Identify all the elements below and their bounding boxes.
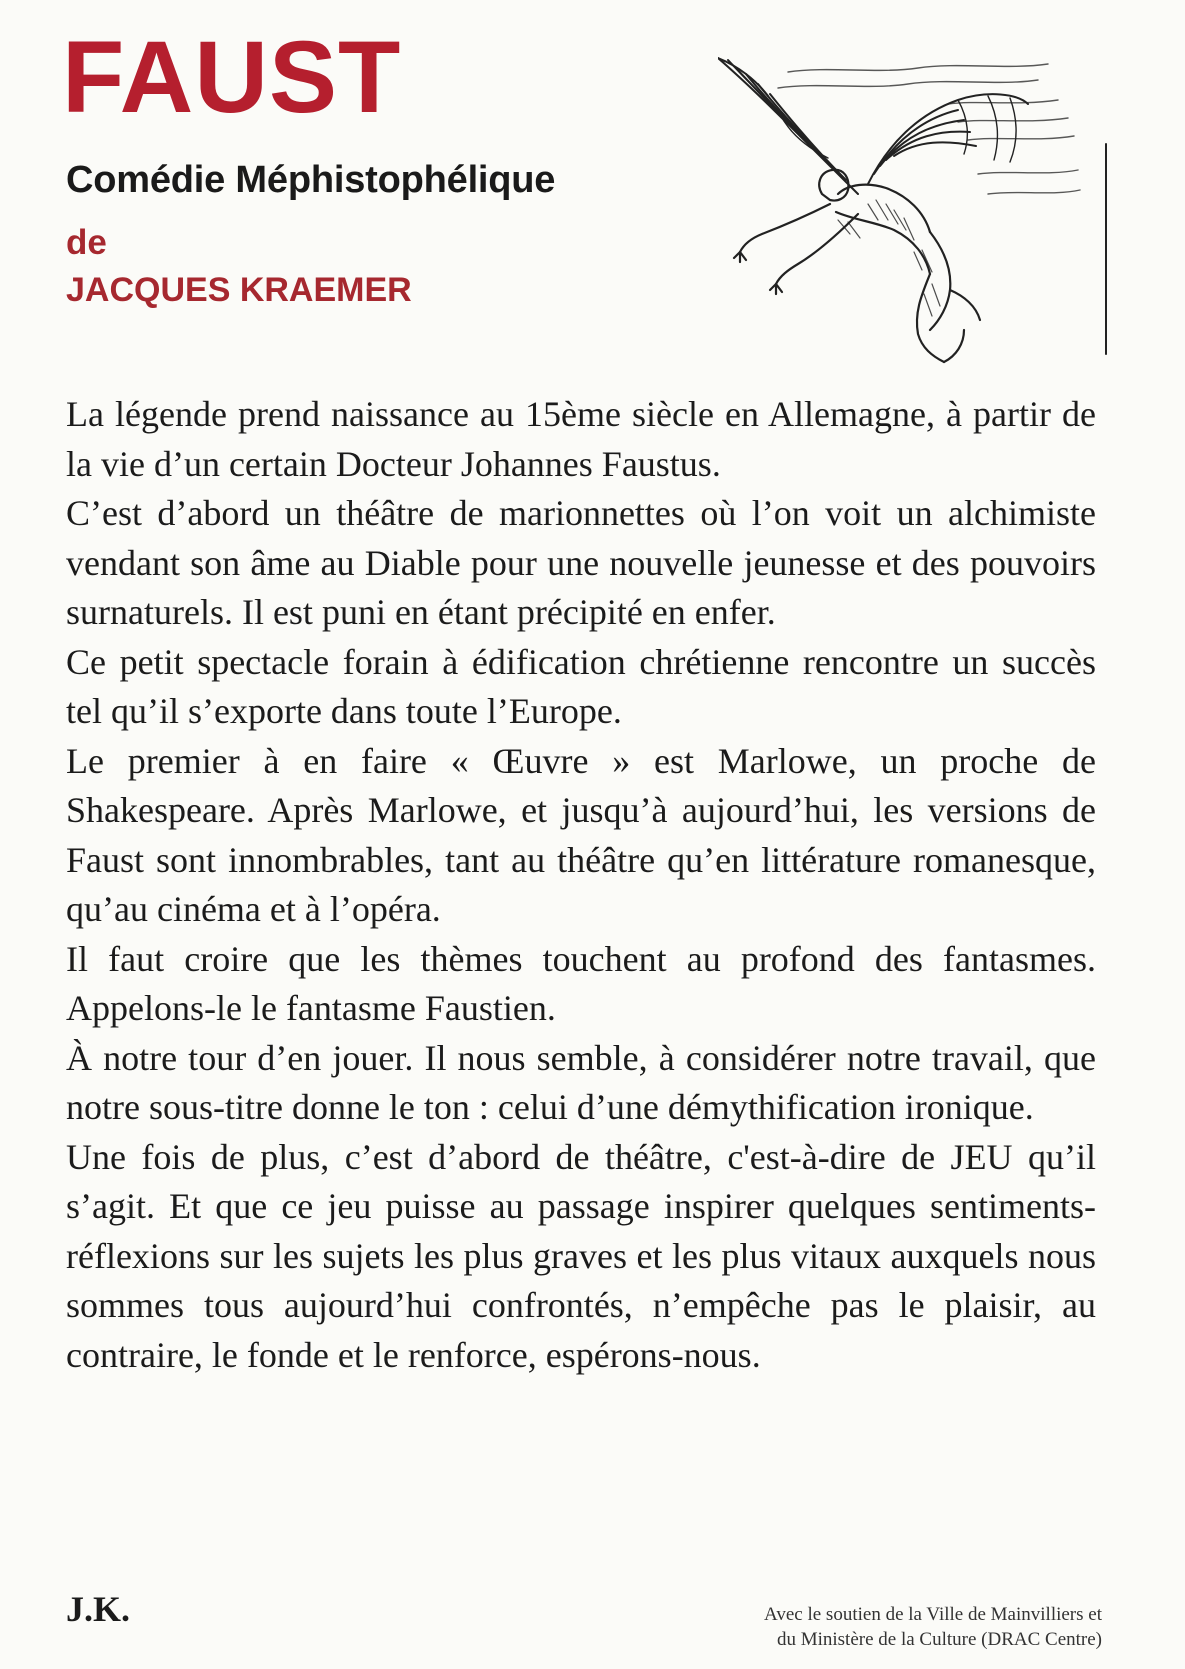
paragraph: C’est d’abord un théâtre de marionnettes où l’on voit un alchimiste vendant son âme au Diable pour une nouvelle jeunesse et des pouvoirs surnaturels. Il est puni en étant précipité en enfer. [66,493,1096,632]
play-subtitle: Comédie Méphistophélique [66,159,556,201]
support-line: du Ministère de la Culture (DRAC Centre) [776,1629,1102,1650]
by-label: de [66,223,107,262]
support-line: Avec le soutien de la Ville de Mainvilliers et [764,1604,1102,1625]
support-credits [690,1602,1102,1652]
author-name: JACQUES KRAEMER [66,271,412,309]
paragraph: Ce petit spectacle forain à édification chrétienne rencontre un succès tel qu’il s’exporte dans toute l’Europe. [66,641,1096,731]
paragraph: Il faut croire que les thèmes touchent au profond des fantasmes. Appelons-le le fantasme Faustien. [66,938,1096,1028]
body-text [66,390,1096,1380]
winged-demon-engraving-icon [718,44,1110,364]
paragraph: La légende prend naissance au 15ème siècle en Allemagne, à partir de la vie d’un certain Docteur Johannes Faustus. [66,394,1096,484]
paragraph: À notre tour d’en jouer. Il nous semble, à considérer notre travail, que notre sous-titre donne le ton : celui d’une démythification ironique. [66,1037,1096,1127]
signature: J.K. [66,1589,131,1629]
paragraph: Une fois de plus, c’est d’abord de théâtre, c'est-à-dire de JEU qu’il s’agit. Et que ce jeu puisse au passage inspirer quelques sentiments-réflexions sur les sujets les plus graves et les plus vitaux auxquels nous sommes tous aujourd’hui confrontés, n’empêche pas le plaisir, au contraire, le fonde et le renforce, espérons-nous. [66,1136,1096,1375]
paragraph: Le premier à en faire « Œuvre » est Marlowe, un proche de Shakespeare. Après Marlowe, et jusqu’à aujourd’hui, les versions de Faust sont innombrables, tant au théâtre qu’en littérature romanesque, qu’au cinéma et à l’opéra. [66,740,1096,929]
play-title: FAUST [62,20,402,134]
